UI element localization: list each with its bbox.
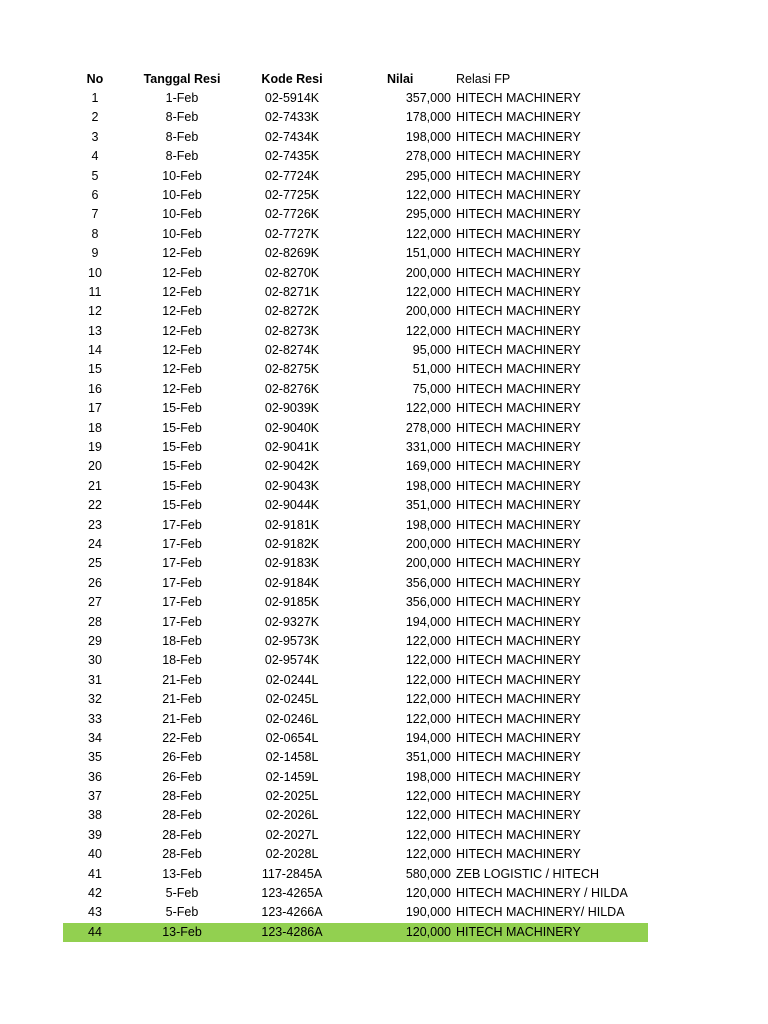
cell-nilai[interactable]: 357,000 bbox=[405, 91, 451, 105]
cell-tanggal[interactable]: 12-Feb bbox=[162, 362, 202, 377]
cell-kode[interactable]: 02-9040K bbox=[264, 420, 320, 435]
cell-nilai[interactable]: 122,000 bbox=[405, 827, 451, 842]
cell-no[interactable]: 6 bbox=[91, 187, 99, 202]
cell-no[interactable]: 39 bbox=[88, 827, 102, 842]
cell-nilai[interactable]: 198,000 bbox=[405, 769, 451, 784]
cell-tanggal[interactable]: 28-Feb bbox=[162, 847, 202, 862]
cell-relasi[interactable]: HITECH MACHINERY bbox=[456, 789, 581, 804]
cell-kode[interactable]: 02-8272K bbox=[264, 304, 320, 319]
cell-kode[interactable]: 02-0245L bbox=[265, 692, 319, 707]
cell-relasi[interactable]: HITECH MACHINERY bbox=[456, 401, 581, 416]
table-row bbox=[0, 264, 768, 283]
cell-kode[interactable]: 02-1458L bbox=[265, 750, 319, 765]
cell-relasi[interactable]: HITECH MACHINERY bbox=[456, 478, 581, 493]
cell-relasi[interactable]: HITECH MACHINERY bbox=[456, 284, 581, 299]
cell-no[interactable]: 42 bbox=[88, 886, 102, 901]
cell-no[interactable]: 14 bbox=[88, 343, 102, 358]
cell-nilai[interactable]: 178,000 bbox=[405, 110, 451, 125]
cell-no[interactable]: 2 bbox=[91, 110, 99, 125]
cell-kode[interactable]: 02-9039K bbox=[264, 401, 320, 416]
cell-relasi[interactable]: HITECH MACHINERY bbox=[456, 323, 581, 338]
cell-kode[interactable]: 02-8274K bbox=[264, 343, 320, 358]
cell-no[interactable]: 1 bbox=[91, 91, 99, 105]
cell-nilai[interactable]: 198,000 bbox=[405, 478, 451, 493]
table-row bbox=[0, 283, 768, 302]
cell-no[interactable]: 29 bbox=[88, 633, 102, 648]
cell-tanggal[interactable]: 10-Feb bbox=[162, 168, 202, 183]
table-row bbox=[0, 186, 768, 205]
cell-kode[interactable]: 02-7434K bbox=[264, 129, 320, 144]
cell-kode[interactable]: 02-0246L bbox=[265, 711, 319, 726]
table-row bbox=[0, 205, 768, 224]
cell-tanggal[interactable]: 15-Feb bbox=[162, 440, 202, 455]
cell-kode[interactable]: 02-2026L bbox=[265, 808, 319, 823]
cell-kode[interactable]: 02-9044K bbox=[264, 498, 320, 513]
table-row bbox=[0, 826, 768, 845]
cell-relasi[interactable]: HITECH MACHINERY bbox=[456, 129, 581, 144]
table-row bbox=[0, 244, 768, 263]
cell-nilai[interactable]: 278,000 bbox=[405, 149, 451, 164]
table-row bbox=[0, 535, 768, 554]
cell-tanggal[interactable]: 13-Feb bbox=[162, 924, 202, 939]
cell-relasi[interactable]: HITECH MACHINERY bbox=[456, 750, 581, 765]
cell-kode[interactable]: 02-9184K bbox=[264, 575, 320, 590]
table-row bbox=[0, 89, 768, 108]
cell-nilai[interactable]: 122,000 bbox=[405, 226, 451, 241]
table-row bbox=[0, 516, 768, 535]
cell-nilai[interactable]: 194,000 bbox=[405, 730, 451, 745]
cell-no[interactable]: 28 bbox=[88, 614, 102, 629]
table-row bbox=[0, 128, 768, 147]
cell-nilai[interactable]: 122,000 bbox=[405, 323, 451, 338]
cell-relasi[interactable]: HITECH MACHINERY bbox=[456, 769, 581, 784]
cell-kode[interactable]: 02-8271K bbox=[264, 284, 320, 299]
cell-kode[interactable]: 02-9043K bbox=[264, 478, 320, 493]
cell-tanggal[interactable]: 15-Feb bbox=[162, 401, 202, 416]
cell-tanggal[interactable]: 17-Feb bbox=[162, 517, 202, 532]
cell-relasi[interactable]: HITECH MACHINERY bbox=[456, 168, 581, 183]
cell-tanggal[interactable]: 17-Feb bbox=[162, 614, 202, 629]
cell-relasi[interactable]: HITECH MACHINERY bbox=[456, 575, 581, 590]
cell-tanggal[interactable]: 10-Feb bbox=[162, 226, 202, 241]
cell-nilai[interactable]: 122,000 bbox=[405, 711, 451, 726]
cell-relasi[interactable]: HITECH MACHINERY bbox=[456, 91, 581, 105]
cell-tanggal[interactable]: 17-Feb bbox=[162, 536, 202, 551]
cell-relasi[interactable]: HITECH MACHINERY/ HILDA bbox=[456, 905, 625, 920]
cell-nilai[interactable]: 120,000 bbox=[405, 924, 451, 939]
cell-tanggal[interactable]: 17-Feb bbox=[162, 595, 202, 610]
cell-no[interactable]: 34 bbox=[88, 730, 102, 745]
cell-no[interactable]: 23 bbox=[88, 517, 102, 532]
cell-no[interactable]: 35 bbox=[88, 750, 102, 765]
cell-tanggal[interactable]: 18-Feb bbox=[162, 653, 202, 668]
cell-tanggal[interactable]: 15-Feb bbox=[162, 478, 202, 493]
table-row bbox=[0, 923, 768, 942]
cell-kode[interactable]: 02-9042K bbox=[264, 459, 320, 474]
cell-nilai[interactable]: 200,000 bbox=[405, 265, 451, 280]
cell-kode[interactable]: 02-2027L bbox=[265, 827, 319, 842]
cell-nilai[interactable]: 200,000 bbox=[405, 536, 451, 551]
cell-nilai[interactable]: 295,000 bbox=[405, 168, 451, 183]
table-row bbox=[0, 865, 768, 884]
cell-tanggal[interactable]: 12-Feb bbox=[162, 381, 202, 396]
cell-relasi[interactable]: HITECH MACHINERY bbox=[456, 187, 581, 202]
cell-nilai[interactable]: 356,000 bbox=[405, 575, 451, 590]
cell-kode[interactable]: 02-9185K bbox=[264, 595, 320, 610]
cell-relasi[interactable]: ZEB LOGISTIC / HITECH bbox=[456, 866, 600, 881]
table-row bbox=[0, 496, 768, 515]
cell-kode[interactable]: 02-8269K bbox=[264, 246, 320, 261]
cell-no[interactable]: 13 bbox=[88, 323, 102, 338]
cell-no[interactable]: 21 bbox=[88, 478, 102, 493]
cell-relasi[interactable]: HITECH MACHINERY bbox=[456, 827, 581, 842]
table-row bbox=[0, 593, 768, 612]
cell-tanggal[interactable]: 12-Feb bbox=[162, 265, 202, 280]
cell-relasi[interactable]: HITECH MACHINERY bbox=[456, 517, 581, 532]
cell-no[interactable]: 9 bbox=[91, 246, 99, 261]
cell-kode[interactable]: 02-7724K bbox=[264, 168, 320, 183]
cell-tanggal[interactable]: 28-Feb bbox=[162, 808, 202, 823]
table-row bbox=[0, 302, 768, 321]
cell-relasi[interactable]: HITECH MACHINERY bbox=[456, 672, 581, 687]
cell-nilai[interactable]: 331,000 bbox=[405, 440, 451, 455]
cell-no[interactable]: 32 bbox=[88, 692, 102, 707]
cell-nilai[interactable]: 198,000 bbox=[405, 517, 451, 532]
cell-no[interactable]: 40 bbox=[88, 847, 102, 862]
cell-nilai[interactable]: 75,000 bbox=[412, 381, 451, 396]
table-row bbox=[0, 903, 768, 922]
cell-no[interactable]: 16 bbox=[88, 381, 102, 396]
cell-kode[interactable]: 02-7725K bbox=[264, 187, 320, 202]
cell-no[interactable]: 10 bbox=[88, 265, 102, 280]
cell-kode[interactable]: 123-4266A bbox=[261, 905, 323, 920]
cell-no[interactable]: 24 bbox=[88, 536, 102, 551]
cell-kode[interactable]: 02-9183K bbox=[264, 556, 320, 571]
cell-relasi[interactable]: HITECH MACHINERY bbox=[456, 207, 581, 222]
cell-no[interactable]: 15 bbox=[88, 362, 102, 377]
cell-relasi[interactable]: HITECH MACHINERY bbox=[456, 730, 581, 745]
cell-relasi[interactable]: HITECH MACHINERY bbox=[456, 265, 581, 280]
cell-tanggal[interactable]: 12-Feb bbox=[162, 284, 202, 299]
cell-nilai[interactable]: 122,000 bbox=[405, 808, 451, 823]
table-row bbox=[0, 554, 768, 573]
cell-nilai[interactable]: 122,000 bbox=[405, 401, 451, 416]
cell-no[interactable]: 44 bbox=[88, 924, 102, 939]
cell-tanggal[interactable]: 21-Feb bbox=[162, 711, 202, 726]
cell-tanggal[interactable]: 28-Feb bbox=[162, 789, 202, 804]
table-row bbox=[0, 748, 768, 767]
cell-nilai[interactable]: 122,000 bbox=[405, 187, 451, 202]
cell-relasi[interactable]: HITECH MACHINERY bbox=[456, 226, 581, 241]
cell-no[interactable]: 27 bbox=[88, 595, 102, 610]
cell-nilai[interactable]: 194,000 bbox=[405, 614, 451, 629]
cell-kode[interactable]: 02-7435K bbox=[264, 149, 320, 164]
cell-kode[interactable]: 117-2845A bbox=[261, 866, 323, 881]
cell-tanggal[interactable]: 15-Feb bbox=[162, 498, 202, 513]
cell-relasi[interactable]: HITECH MACHINERY bbox=[456, 847, 581, 862]
cell-nilai[interactable]: 122,000 bbox=[405, 847, 451, 862]
cell-kode[interactable]: 02-2025L bbox=[265, 789, 319, 804]
header-no[interactable]: No bbox=[86, 72, 104, 86]
cell-relasi[interactable]: HITECH MACHINERY bbox=[456, 498, 581, 513]
cell-tanggal[interactable]: 15-Feb bbox=[162, 459, 202, 474]
cell-kode[interactable]: 02-1459L bbox=[265, 769, 319, 784]
cell-no[interactable]: 22 bbox=[88, 498, 102, 513]
cell-tanggal[interactable]: 8-Feb bbox=[165, 149, 199, 164]
cell-nilai[interactable]: 200,000 bbox=[405, 304, 451, 319]
table-row bbox=[0, 787, 768, 806]
table-row bbox=[0, 768, 768, 787]
cell-no[interactable]: 20 bbox=[88, 459, 102, 474]
cell-tanggal[interactable]: 22-Feb bbox=[162, 730, 202, 745]
table-row bbox=[0, 729, 768, 748]
cell-no[interactable]: 5 bbox=[91, 168, 99, 183]
cell-no[interactable]: 4 bbox=[91, 149, 99, 164]
cell-relasi[interactable]: HITECH MACHINERY bbox=[456, 633, 581, 648]
table-row bbox=[0, 360, 768, 379]
cell-no[interactable]: 37 bbox=[88, 789, 102, 804]
table-row bbox=[0, 651, 768, 670]
cell-nilai[interactable]: 51,000 bbox=[412, 362, 451, 377]
cell-no[interactable]: 7 bbox=[91, 207, 99, 222]
cell-no[interactable]: 12 bbox=[88, 304, 102, 319]
cell-no[interactable]: 19 bbox=[88, 440, 102, 455]
cell-nilai[interactable]: 351,000 bbox=[405, 750, 451, 765]
cell-tanggal[interactable]: 10-Feb bbox=[162, 207, 202, 222]
cell-nilai[interactable]: 120,000 bbox=[405, 886, 451, 901]
cell-relasi[interactable]: HITECH MACHINERY bbox=[456, 653, 581, 668]
cell-relasi[interactable]: HITECH MACHINERY bbox=[456, 381, 581, 396]
cell-nilai[interactable]: 122,000 bbox=[405, 672, 451, 687]
cell-tanggal[interactable]: 21-Feb bbox=[162, 672, 202, 687]
cell-tanggal[interactable]: 26-Feb bbox=[162, 750, 202, 765]
cell-tanggal[interactable]: 15-Feb bbox=[162, 420, 202, 435]
cell-tanggal[interactable]: 12-Feb bbox=[162, 323, 202, 338]
cell-no[interactable]: 18 bbox=[88, 420, 102, 435]
cell-no[interactable]: 30 bbox=[88, 653, 102, 668]
header-relasi[interactable]: Relasi FP bbox=[456, 72, 511, 86]
cell-relasi[interactable]: HITECH MACHINERY bbox=[456, 808, 581, 823]
spreadsheet-table bbox=[0, 69, 768, 942]
cell-relasi[interactable]: HITECH MACHINERY bbox=[456, 459, 581, 474]
cell-relasi[interactable]: HITECH MACHINERY bbox=[456, 614, 581, 629]
cell-nilai[interactable]: 351,000 bbox=[405, 498, 451, 513]
cell-tanggal[interactable]: 28-Feb bbox=[162, 827, 202, 842]
cell-tanggal[interactable]: 26-Feb bbox=[162, 769, 202, 784]
table-row bbox=[0, 690, 768, 709]
cell-nilai[interactable]: 122,000 bbox=[405, 633, 451, 648]
table-row bbox=[0, 322, 768, 341]
cell-tanggal[interactable]: 21-Feb bbox=[162, 692, 202, 707]
cell-tanggal[interactable]: 5-Feb bbox=[165, 905, 199, 920]
cell-kode[interactable]: 02-2028L bbox=[265, 847, 319, 862]
cell-nilai[interactable]: 198,000 bbox=[405, 129, 451, 144]
cell-tanggal[interactable]: 12-Feb bbox=[162, 343, 202, 358]
cell-kode[interactable]: 02-0244L bbox=[265, 672, 319, 687]
cell-tanggal[interactable]: 13-Feb bbox=[162, 866, 202, 881]
cell-tanggal[interactable]: 12-Feb bbox=[162, 246, 202, 261]
cell-kode[interactable]: 123-4286A bbox=[261, 924, 323, 939]
cell-kode[interactable]: 02-8273K bbox=[264, 323, 320, 338]
cell-relasi[interactable]: HITECH MACHINERY bbox=[456, 110, 581, 125]
cell-tanggal[interactable]: 18-Feb bbox=[162, 633, 202, 648]
cell-no[interactable]: 36 bbox=[88, 769, 102, 784]
cell-no[interactable]: 26 bbox=[88, 575, 102, 590]
cell-kode[interactable]: 02-7727K bbox=[264, 226, 320, 241]
cell-no[interactable]: 33 bbox=[88, 711, 102, 726]
cell-no[interactable]: 25 bbox=[88, 556, 102, 571]
cell-tanggal[interactable]: 17-Feb bbox=[162, 575, 202, 590]
cell-tanggal[interactable]: 1-Feb bbox=[165, 91, 199, 105]
table-row bbox=[0, 671, 768, 690]
cell-kode[interactable]: 02-9041K bbox=[264, 440, 320, 455]
cell-tanggal[interactable]: 12-Feb bbox=[162, 304, 202, 319]
cell-nilai[interactable]: 151,000 bbox=[405, 246, 451, 261]
cell-relasi[interactable]: HITECH MACHINERY bbox=[456, 362, 581, 377]
header-nilai[interactable]: Nilai bbox=[387, 72, 414, 86]
cell-relasi[interactable]: HITECH MACHINERY bbox=[456, 924, 581, 939]
cell-nilai[interactable]: 122,000 bbox=[405, 284, 451, 299]
cell-kode[interactable]: 02-8275K bbox=[264, 362, 320, 377]
table-row bbox=[0, 806, 768, 825]
cell-relasi[interactable]: HITECH MACHINERY bbox=[456, 246, 581, 261]
header-row bbox=[0, 69, 768, 89]
cell-nilai[interactable]: 278,000 bbox=[405, 420, 451, 435]
table-body bbox=[0, 89, 768, 942]
table-row bbox=[0, 438, 768, 457]
cell-relasi[interactable]: HITECH MACHINERY bbox=[456, 343, 581, 358]
cell-nilai[interactable]: 356,000 bbox=[405, 595, 451, 610]
cell-nilai[interactable]: 95,000 bbox=[412, 343, 451, 358]
table-row bbox=[0, 457, 768, 476]
cell-kode[interactable]: 02-8270K bbox=[264, 265, 320, 280]
cell-tanggal[interactable]: 5-Feb bbox=[165, 886, 199, 901]
cell-no[interactable]: 43 bbox=[88, 905, 102, 920]
cell-no[interactable]: 3 bbox=[91, 129, 99, 144]
cell-relasi[interactable]: HITECH MACHINERY bbox=[456, 304, 581, 319]
table-row bbox=[0, 225, 768, 244]
cell-kode[interactable]: 02-9574K bbox=[264, 653, 320, 668]
cell-kode[interactable]: 02-5914K bbox=[264, 91, 320, 105]
cell-kode[interactable]: 02-0654L bbox=[265, 730, 319, 745]
cell-relasi[interactable]: HITECH MACHINERY bbox=[456, 711, 581, 726]
table-row bbox=[0, 710, 768, 729]
cell-relasi[interactable]: HITECH MACHINERY bbox=[456, 595, 581, 610]
table-row bbox=[0, 341, 768, 360]
cell-tanggal[interactable]: 8-Feb bbox=[165, 129, 199, 144]
cell-relasi[interactable]: HITECH MACHINERY bbox=[456, 149, 581, 164]
table-row bbox=[0, 419, 768, 438]
cell-kode[interactable]: 02-9182K bbox=[264, 536, 320, 551]
table-row bbox=[0, 380, 768, 399]
table-row bbox=[0, 147, 768, 166]
table-row bbox=[0, 477, 768, 496]
cell-no[interactable]: 38 bbox=[88, 808, 102, 823]
table-row bbox=[0, 574, 768, 593]
header-kode[interactable]: Kode Resi bbox=[261, 72, 323, 86]
table-row bbox=[0, 845, 768, 864]
cell-no[interactable]: 17 bbox=[88, 401, 102, 416]
cell-nilai[interactable]: 122,000 bbox=[405, 653, 451, 668]
cell-nilai[interactable]: 169,000 bbox=[405, 459, 451, 474]
table-row bbox=[0, 632, 768, 651]
cell-relasi[interactable]: HITECH MACHINERY bbox=[456, 420, 581, 435]
cell-tanggal[interactable]: 8-Feb bbox=[165, 110, 199, 125]
cell-relasi[interactable]: HITECH MACHINERY bbox=[456, 556, 581, 571]
cell-nilai[interactable]: 122,000 bbox=[405, 789, 451, 804]
cell-nilai[interactable]: 190,000 bbox=[405, 905, 451, 920]
table-row bbox=[0, 884, 768, 903]
cell-kode[interactable]: 02-8276K bbox=[264, 381, 320, 396]
cell-nilai[interactable]: 295,000 bbox=[405, 207, 451, 222]
cell-nilai[interactable]: 580,000 bbox=[405, 866, 451, 881]
cell-kode[interactable]: 123-4265A bbox=[261, 886, 323, 901]
cell-no[interactable]: 11 bbox=[88, 284, 102, 299]
cell-no[interactable]: 41 bbox=[88, 866, 102, 881]
header-tanggal[interactable]: Tanggal Resi bbox=[143, 72, 221, 86]
cell-no[interactable]: 31 bbox=[88, 672, 102, 687]
cell-nilai[interactable]: 200,000 bbox=[405, 556, 451, 571]
cell-kode[interactable]: 02-7726K bbox=[264, 207, 320, 222]
cell-no[interactable]: 8 bbox=[91, 226, 99, 241]
cell-relasi[interactable]: HITECH MACHINERY bbox=[456, 536, 581, 551]
table-row bbox=[0, 108, 768, 127]
cell-kode[interactable]: 02-9573K bbox=[264, 633, 320, 648]
table-row bbox=[0, 613, 768, 632]
cell-relasi[interactable]: HITECH MACHINERY bbox=[456, 440, 581, 455]
cell-nilai[interactable]: 122,000 bbox=[405, 692, 451, 707]
table-row bbox=[0, 167, 768, 186]
cell-tanggal[interactable]: 10-Feb bbox=[162, 187, 202, 202]
cell-kode[interactable]: 02-9327K bbox=[264, 614, 320, 629]
cell-relasi[interactable]: HITECH MACHINERY / HILDA bbox=[456, 886, 628, 901]
cell-kode[interactable]: 02-9181K bbox=[264, 517, 320, 532]
cell-tanggal[interactable]: 17-Feb bbox=[162, 556, 202, 571]
cell-kode[interactable]: 02-7433K bbox=[264, 110, 320, 125]
cell-relasi[interactable]: HITECH MACHINERY bbox=[456, 692, 581, 707]
table-row bbox=[0, 399, 768, 418]
